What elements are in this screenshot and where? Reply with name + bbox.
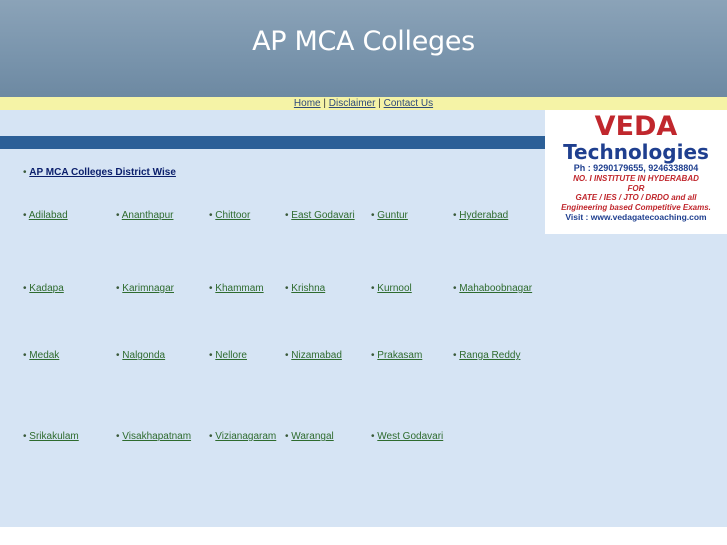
district-link[interactable]: Nizamabad bbox=[291, 350, 342, 361]
district-link[interactable]: Medak bbox=[29, 350, 60, 361]
district-item bbox=[116, 431, 191, 443]
page-title: AP MCA Colleges bbox=[252, 26, 475, 57]
bullet-icon: • bbox=[371, 431, 375, 442]
district-link[interactable]: Krishna bbox=[291, 283, 326, 294]
district-item bbox=[453, 210, 508, 222]
district-link[interactable]: Ranga Reddy bbox=[459, 350, 521, 361]
district-wise-heading bbox=[23, 167, 176, 178]
district-item bbox=[285, 431, 334, 443]
district-item bbox=[285, 350, 342, 362]
bullet-icon: • bbox=[285, 350, 289, 361]
district-item bbox=[285, 283, 325, 295]
district-item bbox=[209, 283, 264, 295]
district-link[interactable]: Vizianagaram bbox=[215, 431, 277, 442]
bullet-icon: • bbox=[116, 210, 120, 221]
district-item bbox=[371, 350, 422, 362]
district-item bbox=[209, 210, 250, 222]
top-nav bbox=[0, 97, 727, 110]
district-link[interactable]: Nalgonda bbox=[122, 350, 166, 361]
ad-brand-text: VEDA bbox=[594, 111, 678, 142]
district-item bbox=[23, 283, 64, 295]
district-link[interactable]: Visakhapatnam bbox=[122, 431, 192, 442]
nav-separator: | bbox=[323, 98, 326, 109]
bullet-icon: • bbox=[23, 167, 27, 178]
district-link[interactable]: East Godavari bbox=[291, 210, 355, 221]
bullet-icon: • bbox=[209, 431, 213, 442]
site-header bbox=[0, 0, 727, 97]
nav-separator: | bbox=[378, 98, 381, 109]
bullet-icon: • bbox=[209, 210, 213, 221]
district-item bbox=[23, 350, 59, 362]
district-link[interactable]: Kadapa bbox=[29, 283, 64, 294]
ad-visit-url: Visit : www.vedagatecoaching.com bbox=[565, 212, 707, 222]
district-link[interactable]: Prakasam bbox=[377, 350, 423, 361]
bullet-icon: • bbox=[209, 350, 213, 361]
nav-home-link[interactable]: Home bbox=[293, 98, 321, 109]
district-item bbox=[116, 210, 173, 222]
bullet-icon: • bbox=[23, 283, 27, 294]
bullet-icon: • bbox=[371, 350, 375, 361]
bullet-icon: • bbox=[23, 210, 27, 221]
district-link[interactable]: Adilabad bbox=[28, 210, 68, 221]
bullet-icon: • bbox=[371, 210, 375, 221]
district-link[interactable]: Srikakulam bbox=[29, 431, 79, 442]
district-link[interactable]: Warangal bbox=[291, 431, 334, 442]
bullet-icon: • bbox=[116, 431, 120, 442]
veda-advertisement-banner[interactable] bbox=[545, 110, 727, 234]
bullet-icon: • bbox=[285, 431, 289, 442]
district-link[interactable]: Karimnagar bbox=[122, 283, 174, 294]
district-item bbox=[209, 350, 247, 362]
district-link[interactable]: Khammam bbox=[215, 283, 264, 294]
district-item bbox=[371, 431, 443, 443]
district-link[interactable]: Chittoor bbox=[215, 210, 251, 221]
district-link[interactable]: Mahaboobnagar bbox=[459, 283, 533, 294]
district-link[interactable]: Guntur bbox=[377, 210, 408, 221]
district-item bbox=[116, 350, 165, 362]
bullet-icon: • bbox=[116, 350, 120, 361]
district-link[interactable]: West Godavari bbox=[377, 431, 444, 442]
ad-tagline: FOR bbox=[627, 183, 645, 193]
ad-technologies-text: Technologies bbox=[563, 140, 709, 164]
bullet-icon: • bbox=[23, 350, 27, 361]
ad-tagline: Engineering based Competitive Exams. bbox=[561, 202, 711, 212]
bullet-icon: • bbox=[285, 210, 289, 221]
bullet-icon: • bbox=[116, 283, 120, 294]
district-item bbox=[23, 431, 79, 443]
district-item bbox=[371, 210, 408, 222]
district-item bbox=[209, 431, 276, 443]
district-item bbox=[116, 283, 174, 295]
district-wise-link[interactable]: AP MCA Colleges District Wise bbox=[29, 167, 176, 178]
page-footer bbox=[0, 527, 727, 545]
district-link[interactable]: Hyderabad bbox=[459, 210, 509, 221]
bullet-icon: • bbox=[371, 283, 375, 294]
bullet-icon: • bbox=[209, 283, 213, 294]
district-item bbox=[453, 283, 532, 295]
district-link[interactable]: Nellore bbox=[215, 350, 247, 361]
bullet-icon: • bbox=[23, 431, 27, 442]
district-item bbox=[23, 210, 68, 222]
district-link[interactable]: Ananthapur bbox=[121, 210, 174, 221]
district-item bbox=[453, 350, 520, 362]
district-item bbox=[371, 283, 412, 295]
district-link[interactable]: Kurnool bbox=[377, 283, 412, 294]
district-item bbox=[285, 210, 355, 222]
bullet-icon: • bbox=[453, 350, 457, 361]
ad-tagline: GATE / IES / JTO / DRDO and all bbox=[575, 193, 697, 202]
bullet-icon: • bbox=[453, 283, 457, 294]
bullet-icon: • bbox=[285, 283, 289, 294]
bullet-icon: • bbox=[453, 210, 457, 221]
nav-contact-link[interactable]: Contact Us bbox=[383, 98, 434, 109]
ad-phone-text: Ph : 9290179655, 9246338804 bbox=[573, 163, 699, 173]
nav-disclaimer-link[interactable]: Disclaimer bbox=[328, 98, 376, 109]
ad-tagline: NO. I INSTITUTE IN HYDERABAD bbox=[573, 174, 699, 183]
section-divider-bar bbox=[0, 136, 545, 149]
